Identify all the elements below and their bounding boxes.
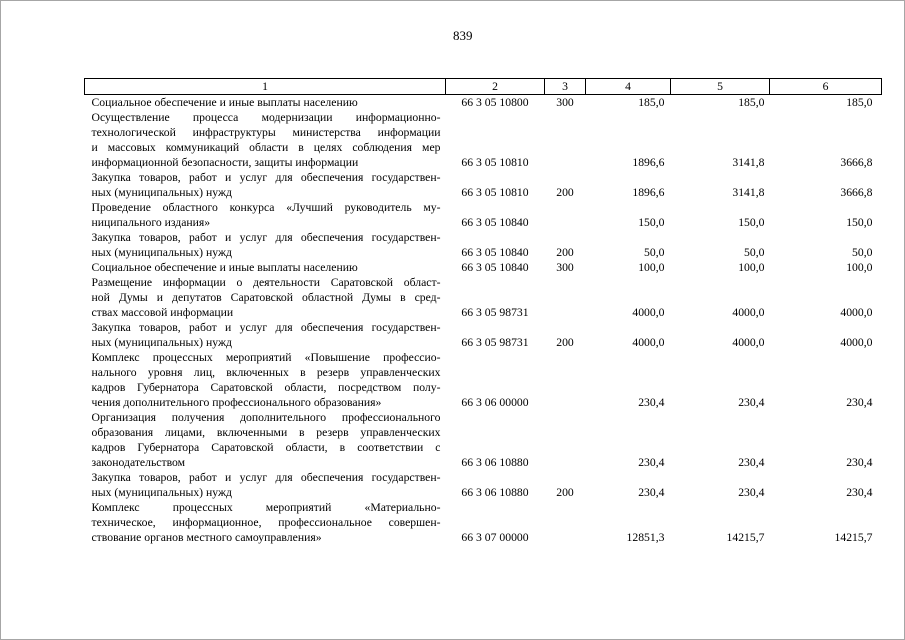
row-amount-col4: 150,0 xyxy=(638,216,665,229)
table-row xyxy=(85,200,882,230)
description-line: кадров Губернатора Саратовской области, посредством полу- xyxy=(91,381,441,394)
row-expense-type: 200 xyxy=(556,336,574,349)
row-amount-col5: 4000,0 xyxy=(732,306,765,319)
row-amount-col4: 185,0 xyxy=(638,96,665,109)
table-header-cell: 5 xyxy=(671,79,770,95)
description-line: технологической инфраструктуры министерства информации xyxy=(91,126,441,139)
row-description xyxy=(85,500,446,545)
row-code: 66 3 05 10840 xyxy=(461,261,529,274)
row-amount-col5: 3141,8 xyxy=(732,156,765,169)
row-amount-col6: 230,4 xyxy=(846,396,873,409)
row-expense-type: 300 xyxy=(556,96,574,109)
table-row xyxy=(85,350,882,410)
description-line: ных (муниципальных) нужд xyxy=(91,246,232,259)
row-code: 66 3 06 10880 xyxy=(461,486,529,499)
table-row xyxy=(85,110,882,170)
row-amount-col6: 185,0 xyxy=(846,96,873,109)
description-line: ной Думы и депутатов Саратовской областной Думы в сред- xyxy=(91,291,441,304)
row-expense-type: 200 xyxy=(556,486,574,499)
row-description xyxy=(85,410,446,470)
row-amount-col5: 230,4 xyxy=(738,396,765,409)
row-code: 66 3 05 10840 xyxy=(461,246,529,259)
row-expense-type xyxy=(545,350,586,410)
table-header-cell: 1 xyxy=(85,79,446,95)
row-description xyxy=(85,260,446,275)
table-row xyxy=(85,410,882,470)
page-number: 839 xyxy=(453,28,473,43)
description-line: и массовых коммуникаций области в целях соблюдения мер xyxy=(91,141,441,154)
row-amount-col5: 230,4 xyxy=(738,486,765,499)
table-body xyxy=(85,95,882,546)
table-header-cell: 4 xyxy=(586,79,671,95)
description-line: ных (муниципальных) нужд xyxy=(91,186,232,199)
description-line: Размещение информации о деятельности Саратовской област- xyxy=(91,276,441,289)
description-line: Организация получения дополнительного профессионального xyxy=(91,411,441,424)
table-row xyxy=(85,500,882,545)
row-amount-col5: 150,0 xyxy=(738,216,765,229)
description-line: Закупка товаров, работ и услуг для обеспечения государствен- xyxy=(91,321,441,334)
row-amount-col6: 4000,0 xyxy=(840,306,873,319)
row-amount-col6: 3666,8 xyxy=(840,156,873,169)
table-header-cell: 2 xyxy=(446,79,545,95)
row-amount-col4: 12851,3 xyxy=(626,531,665,544)
description-line: нального уровня лиц, включенных в резерв управленческих xyxy=(91,366,441,379)
table-header-row xyxy=(85,79,882,95)
description-line: Комплекс процессных мероприятий «Материально- xyxy=(91,501,441,514)
row-code: 66 3 05 10840 xyxy=(461,216,529,229)
description-line: ных (муниципальных) нужд xyxy=(91,336,232,349)
row-code: 66 3 05 10810 xyxy=(461,186,529,199)
description-line: техническое, информационное, профессиональное совершен- xyxy=(91,516,441,529)
row-amount-col6: 150,0 xyxy=(846,216,873,229)
table-row xyxy=(85,320,882,350)
description-line: Закупка товаров, работ и услуг для обеспечения государствен- xyxy=(91,171,441,184)
row-amount-col6: 3666,8 xyxy=(840,186,873,199)
description-line: ствование органов местного самоуправления» xyxy=(91,531,322,544)
row-expense-type: 300 xyxy=(556,261,574,274)
row-expense-type xyxy=(545,110,586,170)
table-row xyxy=(85,275,882,320)
row-amount-col6: 4000,0 xyxy=(840,336,873,349)
table-row xyxy=(85,230,882,260)
row-code: 66 3 05 98731 xyxy=(461,336,529,349)
row-amount-col5: 3141,8 xyxy=(732,186,765,199)
row-amount-col5: 4000,0 xyxy=(732,336,765,349)
row-code: 66 3 06 00000 xyxy=(461,396,529,409)
description-line: Комплекс процессных мероприятий «Повышение профессио- xyxy=(91,351,441,364)
row-expense-type: 200 xyxy=(556,246,574,259)
row-description xyxy=(85,110,446,170)
row-code: 66 3 07 00000 xyxy=(461,531,529,544)
row-code: 66 3 05 10810 xyxy=(461,156,529,169)
row-description xyxy=(85,470,446,500)
row-amount-col5: 100,0 xyxy=(738,261,765,274)
row-description xyxy=(85,95,446,111)
description-line: ствах массовой информации xyxy=(91,306,234,319)
description-line: Закупка товаров, работ и услуг для обеспечения государствен- xyxy=(91,231,441,244)
description-line: Проведение областного конкурса «Лучший руководитель му- xyxy=(91,201,441,214)
description-line: ных (муниципальных) нужд xyxy=(91,486,232,499)
row-amount-col4: 4000,0 xyxy=(632,306,665,319)
row-amount-col4: 50,0 xyxy=(644,246,665,259)
description-line: Осуществление процесса модернизации информационно- xyxy=(91,111,441,124)
row-description xyxy=(85,275,446,320)
row-amount-col5: 230,4 xyxy=(738,456,765,469)
table-header-cell: 6 xyxy=(770,79,882,95)
description-line: законодательством xyxy=(91,456,186,469)
table-header-cell: 3 xyxy=(545,79,586,95)
row-expense-type xyxy=(545,200,586,230)
budget-table xyxy=(84,78,882,545)
table-row xyxy=(85,260,882,275)
row-expense-type xyxy=(545,410,586,470)
row-amount-col5: 14215,7 xyxy=(726,531,765,544)
description-line: чения дополнительного профессионального образования» xyxy=(91,396,382,409)
description-line: информационной безопасности, защиты информации xyxy=(91,156,359,169)
row-amount-col5: 185,0 xyxy=(738,96,765,109)
row-description xyxy=(85,170,446,200)
table-row xyxy=(85,95,882,111)
row-expense-type xyxy=(545,500,586,545)
row-amount-col6: 100,0 xyxy=(846,261,873,274)
description-line: ниципального издания» xyxy=(91,216,211,229)
row-expense-type xyxy=(545,275,586,320)
description-line: Социальное обеспечение и иные выплаты населению xyxy=(91,261,358,274)
row-amount-col6: 230,4 xyxy=(846,456,873,469)
row-description xyxy=(85,230,446,260)
row-expense-type: 200 xyxy=(556,186,574,199)
row-amount-col4: 230,4 xyxy=(638,486,665,499)
description-line: кадров Губернатора Саратовской области, в соответствии с xyxy=(91,441,441,454)
row-amount-col6: 14215,7 xyxy=(834,531,873,544)
row-amount-col4: 1896,6 xyxy=(632,156,665,169)
row-amount-col4: 100,0 xyxy=(638,261,665,274)
row-code: 66 3 06 10880 xyxy=(461,456,529,469)
row-code: 66 3 05 10800 xyxy=(461,96,529,109)
row-description xyxy=(85,200,446,230)
table-row xyxy=(85,470,882,500)
description-line: Закупка товаров, работ и услуг для обеспечения государствен- xyxy=(91,471,441,484)
row-amount-col4: 230,4 xyxy=(638,396,665,409)
row-amount-col6: 230,4 xyxy=(846,486,873,499)
row-amount-col4: 4000,0 xyxy=(632,336,665,349)
row-amount-col4: 1896,6 xyxy=(632,186,665,199)
row-amount-col5: 50,0 xyxy=(744,246,765,259)
description-line: образования лицами, включенными в резерв управленческих xyxy=(91,426,441,439)
row-description xyxy=(85,350,446,410)
row-code: 66 3 05 98731 xyxy=(461,306,529,319)
description-line: Социальное обеспечение и иные выплаты населению xyxy=(91,96,358,109)
row-amount-col6: 50,0 xyxy=(852,246,873,259)
row-amount-col4: 230,4 xyxy=(638,456,665,469)
table-row xyxy=(85,170,882,200)
row-description xyxy=(85,320,446,350)
